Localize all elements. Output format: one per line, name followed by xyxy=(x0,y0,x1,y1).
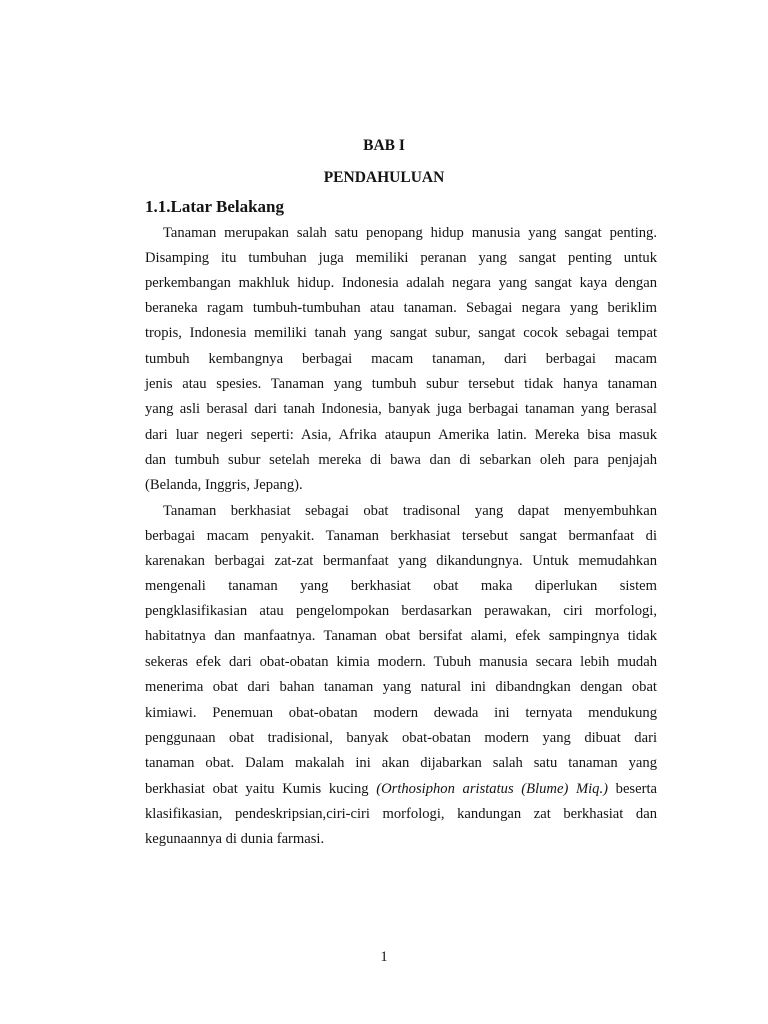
paragraph-1-line: tropis, Indonesia memiliki tanah yang sangat subur, sangat cocok sebagai tempat xyxy=(145,325,657,341)
paragraph-2-line: pengklasifikasian atau pengelompokan berdasarkan perawakan, ciri morfologi, xyxy=(145,603,657,619)
paragraph-2-line: karenakan berbagai zat-zat bermanfaat yang dikandungnya. Untuk memudahkan xyxy=(145,553,657,569)
line-text-after: beserta xyxy=(607,781,657,797)
paragraph-1-line: beraneka ragam tumbuh-tumbuhan atau tanaman. Sebagai negara yang beriklim xyxy=(145,300,657,316)
chapter-title: PENDAHULUAN xyxy=(323,169,445,186)
paragraph-2-line: habitatnya dan manfaatnya. Tanaman obat bersifat alami, efek sampingnya tidak xyxy=(145,628,657,644)
paragraph-1-line: dan tumbuh subur setelah mereka di bawa dan di sebarkan oleh para penjajah xyxy=(145,452,657,468)
paragraph-1-line: jenis atau spesies. Tanaman yang tumbuh subur tersebut tidak hanya tanaman xyxy=(145,376,657,392)
paragraph-1-line: dari luar negeri seperti: Asia, Afrika ataupun Amerika latin. Mereka bisa masuk xyxy=(145,427,657,443)
paragraph-2-line: kimiawi. Penemuan obat-obatan modern dewada ini ternyata mendukung xyxy=(145,705,657,721)
paragraph-2-line: tanaman obat. Dalam makalah ini akan dijabarkan salah satu tanaman yang xyxy=(145,755,657,771)
paragraph-2-line: penggunaan obat tradisional, banyak obat-obatan modern yang dibuat dari xyxy=(145,730,657,746)
paragraph-2-line: sekeras efek dari obat-obatan kimia modern. Tubuh manusia secara lebih mudah xyxy=(145,654,657,670)
species-name: (Orthosiphon aristatus (Blume) Miq.) xyxy=(376,781,608,797)
paragraph-1-line: (Belanda, Inggris, Jepang). xyxy=(145,477,303,493)
paragraph-1-line: yang asli berasal dari tanah Indonesia, banyak juga berbagai tanaman yang berasal xyxy=(145,401,657,417)
chapter-number: BAB I xyxy=(363,137,405,154)
paragraph-2-line: menerima obat dari bahan tanaman yang natural ini dibandngkan dengan obat xyxy=(145,679,657,695)
paragraph-1-line: Disamping itu tumbuhan juga memiliki peranan yang sangat penting untuk xyxy=(145,250,657,266)
paragraph-2-line: berbagai macam penyakit. Tanaman berkhasiat tersebut sangat bermanfaat di xyxy=(145,528,657,544)
paragraph-2-line: mengenali tanaman yang berkhasiat obat maka diperlukan sistem xyxy=(145,578,657,594)
paragraph-1-line: perkembangan makhluk hidup. Indonesia adalah negara yang sangat kaya dengan xyxy=(145,275,657,291)
section-title: 1.1.Latar Belakang xyxy=(145,197,285,216)
paragraph-2-line: kegunaannya di dunia farmasi. xyxy=(145,831,325,847)
page-number: 1 xyxy=(380,949,388,965)
paragraph-1-line: tumbuh kembangnya berbagai macam tanaman, dari berbagai macam xyxy=(145,351,657,367)
line-text-before: berkhasiat obat yaitu Kumis kucing xyxy=(145,781,377,797)
paragraph-2-line: Tanaman berkhasiat sebagai obat tradisonal yang dapat menyembuhkan xyxy=(163,503,657,519)
paragraph-1-line: Tanaman merupakan salah satu penopang hidup manusia yang sangat penting. xyxy=(163,225,657,241)
paragraph-2-line-with-species xyxy=(145,780,657,798)
paragraph-2-line: klasifikasian, pendeskripsian,ciri-ciri morfologi, kandungan zat berkhasiat dan xyxy=(145,806,657,822)
